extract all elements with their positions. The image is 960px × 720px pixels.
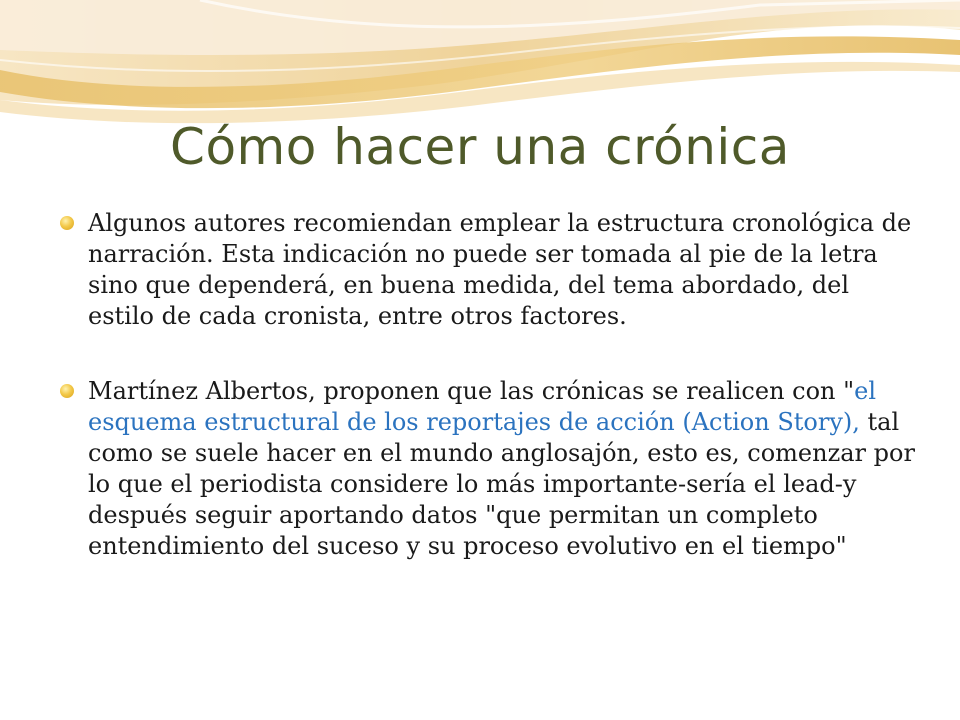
bullet-text: [88, 376, 920, 562]
bullet-text-after: tal como se suele hacer en el mundo anglosajón, esto es, comenzar por lo que el periodista considere lo más importante-sería el lead-y después seguir aportando datos "que permitan un completo entendimiento del suceso y su proceso evolutivo en el tiempo": [88, 408, 915, 560]
slide-body: [60, 208, 920, 606]
bullet-item: [60, 208, 920, 332]
bullet-text: Algunos autores recomiendan emplear la estructura cronológica de narración. Esta indicación no puede ser tomada al pie de la letra sino que dependerá, en buena medida, del tema abordado, del estilo de cada cronista, entre otros factores.: [88, 209, 912, 330]
bullet-item: [60, 376, 920, 562]
bullet-text-before: Martínez Albertos, proponen que las crónicas se realicen con ": [88, 377, 855, 405]
bullet-icon: [60, 216, 74, 230]
slide-title: Cómo hacer una crónica: [170, 118, 790, 176]
highlighted-quote: el esquema estructural de los reportajes de acción (Action Story),: [88, 377, 877, 436]
bullet-icon: [60, 384, 74, 398]
